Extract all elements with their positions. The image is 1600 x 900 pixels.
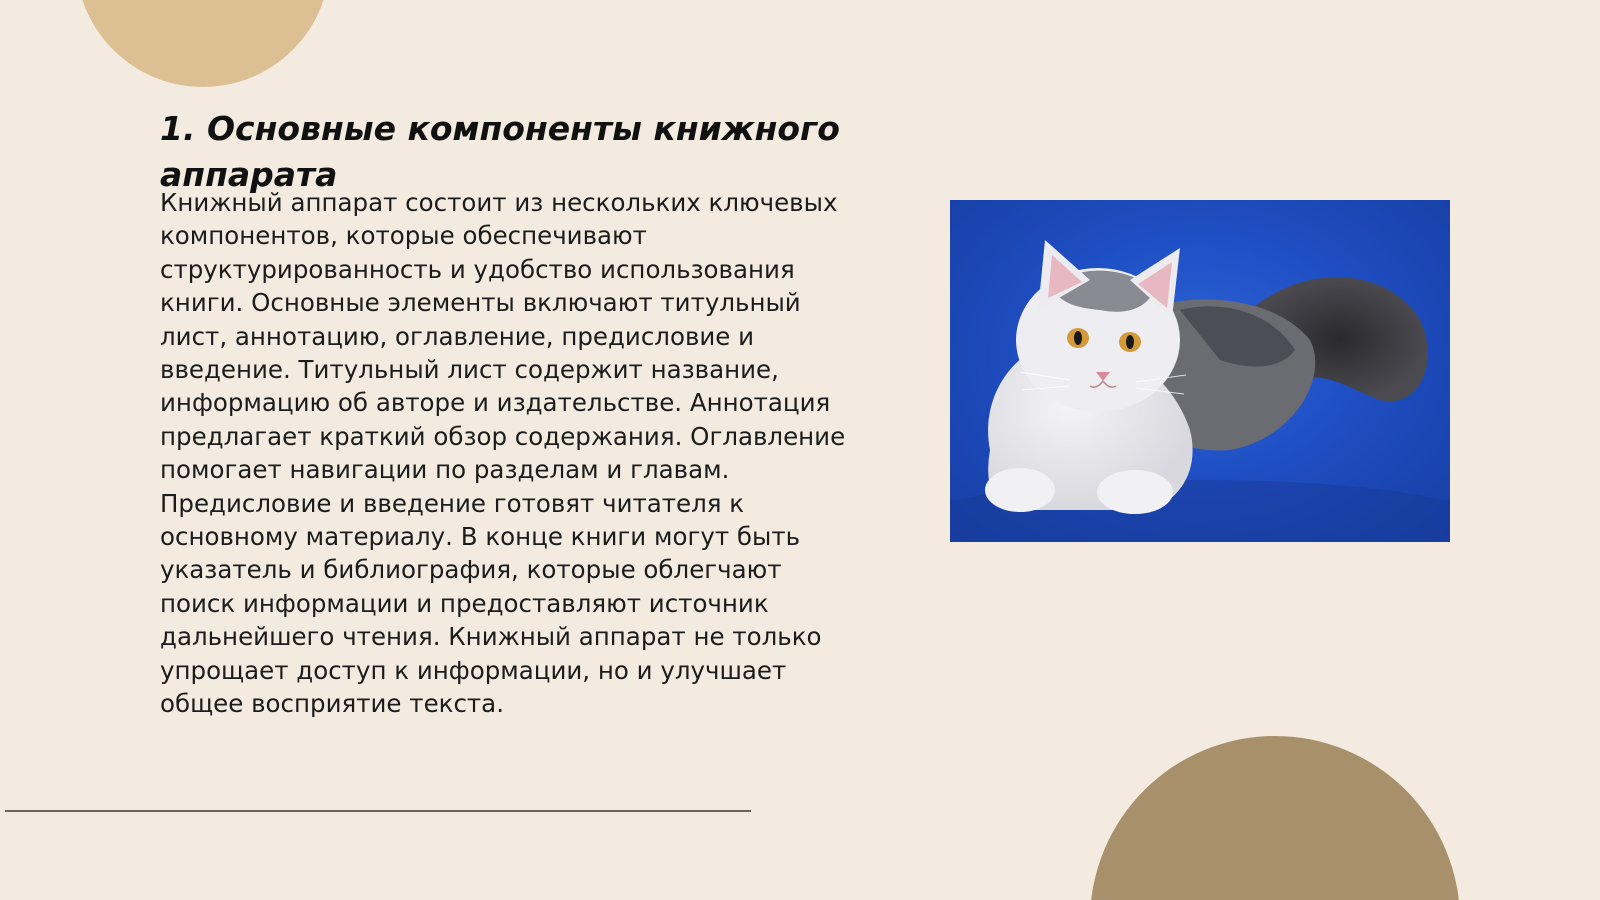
decorative-circle-bottom <box>1090 736 1460 900</box>
divider-line <box>5 810 751 812</box>
fluffy-white-gray-cat-icon <box>950 200 1450 542</box>
slide-title: 1. Основные компоненты книжного аппарата <box>160 109 840 194</box>
cat-photo <box>950 200 1450 542</box>
decorative-circle-top <box>76 0 330 87</box>
slide-body-text: Книжный аппарат состоит из нескольких ключевых компонентов, которые обеспечивают структурированность и удобство использования книги. Основные элементы включают титульный лист, аннотацию, оглавление, предисловие и введение. Титульный лист содержит название, информацию об авторе и издательстве. Аннотация предлагает краткий обзор содержания. Оглавление помогает навигации по разделам и главам. Предисловие и введение готовят читателя к основному материалу. В конце книги могут быть указатель и библиография, которые облегчают поиск информации и предоставляют источник дальнейшего чтения. Книжный аппарат не только упрощает доступ к информации, но и улучшает общее восприятие текста. <box>160 188 846 719</box>
